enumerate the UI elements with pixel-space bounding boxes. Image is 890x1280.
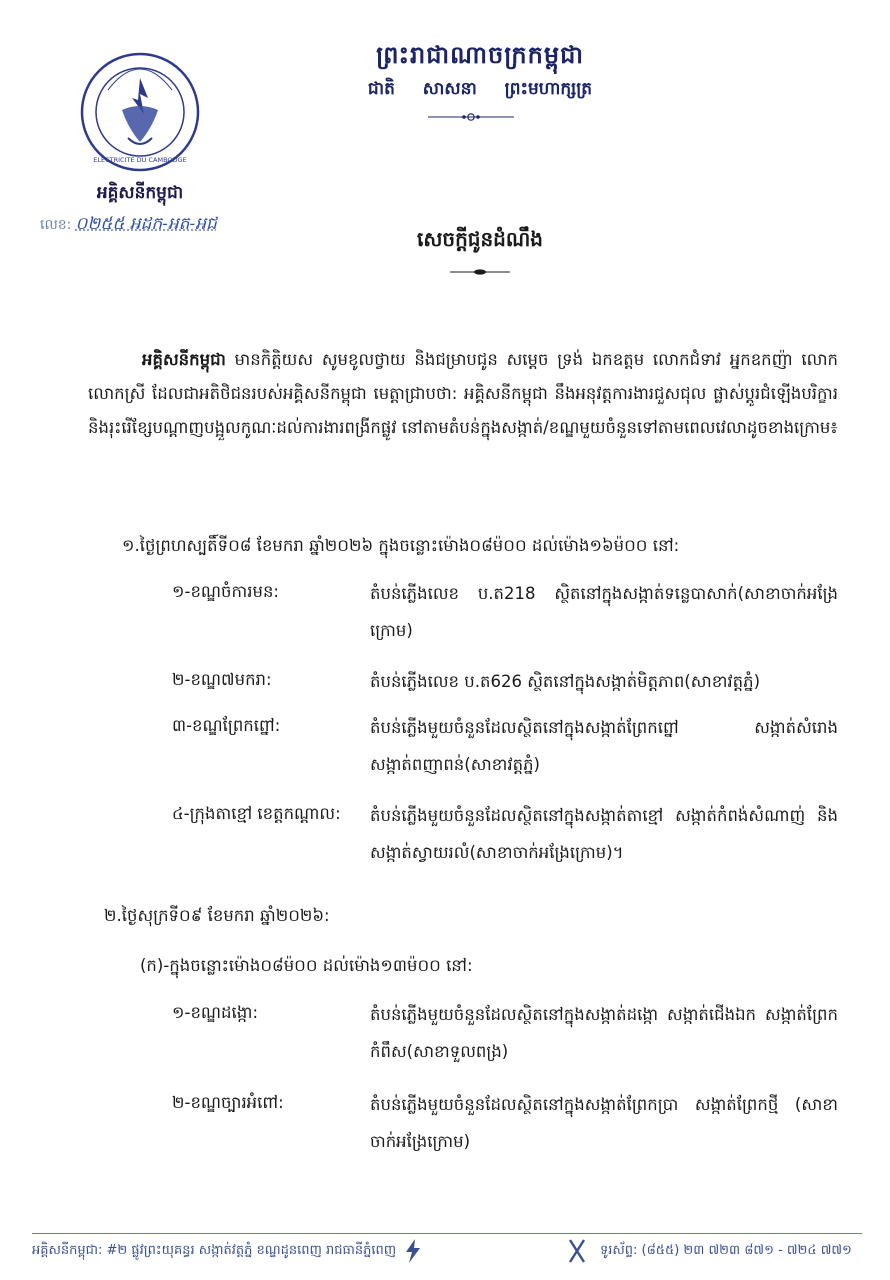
header-ornament <box>428 110 514 124</box>
document-title: សេចក្តីជូនដំណឹង <box>417 227 543 251</box>
section-1-item-2-desc: តំបន់ភ្លើងលេខ ប.ត626 ស្ថិតនៅក្នុងសង្កាត់មិត្តភាព(សាខាវត្តភ្នំ) <box>370 672 761 691</box>
reference-prefix: លេខ: <box>40 217 72 233</box>
lightning-bolt-icon <box>402 1238 424 1264</box>
national-motto: ជាតិ សាសនា ព្រះមហាក្សត្រ <box>367 79 593 99</box>
section-2-heading: ២.ថ្ងៃសុក្រទី០៩ ខែមករា ឆ្នាំ២០២៦: <box>104 906 330 925</box>
section-2-subheading: (ក)-ក្នុងចន្លោះម៉ោង០៨ម៉០០ ដល់ម៉ោង១៣ម៉០០ នៅ: <box>140 956 473 975</box>
footer-divider <box>32 1233 862 1234</box>
section-1-item-4-label: ៤-ក្រុងតាខ្មៅ ខេត្តកណ្តាល: <box>172 804 341 823</box>
section-1-item-2-label: ២-ខណ្ឌ៧មករា: <box>172 670 272 689</box>
section-1-heading: ១.ថ្ងៃព្រហស្បតិ៍ទី០៨ ខែមករា ឆ្នាំ២០២៦ ក្នុងចន្លោះម៉ោង០៨ម៉០០ ដល់ម៉ោង១៦ម៉០០ នៅ: <box>122 536 680 555</box>
section-2-item-1-label: ១-ខណ្ឌដង្កោ: <box>172 1003 259 1022</box>
section-1-item-3-label: ៣-ខណ្ឌព្រែកព្នៅ: <box>172 716 281 735</box>
kingdom-title: ព្រះរាជាណាចក្រកម្ពុជា <box>376 40 584 69</box>
intro-paragraph <box>88 343 838 445</box>
intro-lead: អគ្គិសនីកម្ពុជា <box>142 350 226 369</box>
footer-phone: ទូរស័ព្ទ: (៨៥៥) ២៣ ៧២៣ ៨៧១ - ៧២៤ ៧៧១ <box>600 1243 852 1258</box>
section-1-item-1-desc: តំបន់ភ្លើងលេខ ប.ត218 ស្ថិតនៅក្នុងសង្កាត់ទន្លេបាសាក់(សាខាចាក់អង្រែក្រោម) <box>370 584 838 640</box>
section-2-item-2-label: ២-ខណ្ឌច្បារអំពៅ: <box>172 1093 284 1112</box>
logo-text: ELECTRICITE DU CAMBODGE <box>93 156 187 164</box>
title-ornament <box>450 266 510 278</box>
organization-name: អគ្គិសនីកម្ពុជា <box>96 183 184 203</box>
lightning-bolt-icon <box>566 1238 588 1264</box>
reference-number: ០២៥៥ អដក-អត-អជ <box>75 214 217 234</box>
section-2-item-2-desc: តំបន់ភ្លើងមួយចំនួនដែលស្ថិតនៅក្នុងសង្កាត់ព្រែកប្រា សង្កាត់ព្រែកថ្មី (សាខាចាក់អង្រែក្រោម) <box>370 1095 838 1151</box>
intro-text: មានកិត្តិយស សូមខូលថ្វាយ និងជម្រាបជូន សម្តេច ទ្រង់ ឯកឧត្តម លោកជំទាវ អ្នកឧកញ៉ា លោក លោកស្រី ដែលជាអតិថិជនរបស់អគ្គិសនីកម្ពុជា មេត្តាជ្រាបថា: អគ្គិសនីកម្ពុជា នឹងអនុវត្តការងារជួសជុល ផ្លាស់ប្តូរជំឡើងបរិក្ខារ និងរុះរើខ្សែបណ្តាញបង្អួលកូណៈដល់ការងារពង្រីកផ្លូវ នៅតាមតំបន់ក្នុងសង្កាត់/ខណ្ឌមួយចំនួនទៅតាមពេលវេលាដូចខាងក្រោម៖ <box>88 350 838 437</box>
section-2-item-1-desc: តំបន់ភ្លើងមួយចំនួនដែលស្ថិតនៅក្នុងសង្កាត់ដង្កោ សង្កាត់ជើងឯក សង្កាត់ព្រែកកំពឹស(សាខាទួលពង្រ) <box>370 1005 838 1061</box>
reference-line <box>40 213 217 238</box>
edc-seal-logo <box>78 50 202 174</box>
section-1-item-3-desc: តំបន់ភ្លើងមួយចំនួនដែលស្ថិតនៅក្នុងសង្កាត់ព្រែកព្នៅ សង្កាត់សំរោង សង្កាត់ពញាពន់(សាខាវត្តភ្នំ) <box>370 718 838 774</box>
section-1-item-4-desc: តំបន់ភ្លើងមួយចំនួនដែលស្ថិតនៅក្នុងសង្កាត់តាខ្មៅ សង្កាត់កំពង់សំណាញ់ និងសង្កាត់ស្វាយរលំ(សាខាចាក់អង្រែក្រោម)។ <box>370 806 838 862</box>
footer-address: អគ្គិសនីកម្ពុជា: #២ ផ្លូវព្រះយុគន្ធរ សង្កាត់វត្តភ្នំ ខណ្ឌដូនពេញ រាជធានីភ្នំពេញ <box>32 1243 397 1258</box>
section-1-item-1-label: ១-ខណ្ឌចំការមន: <box>172 582 279 601</box>
